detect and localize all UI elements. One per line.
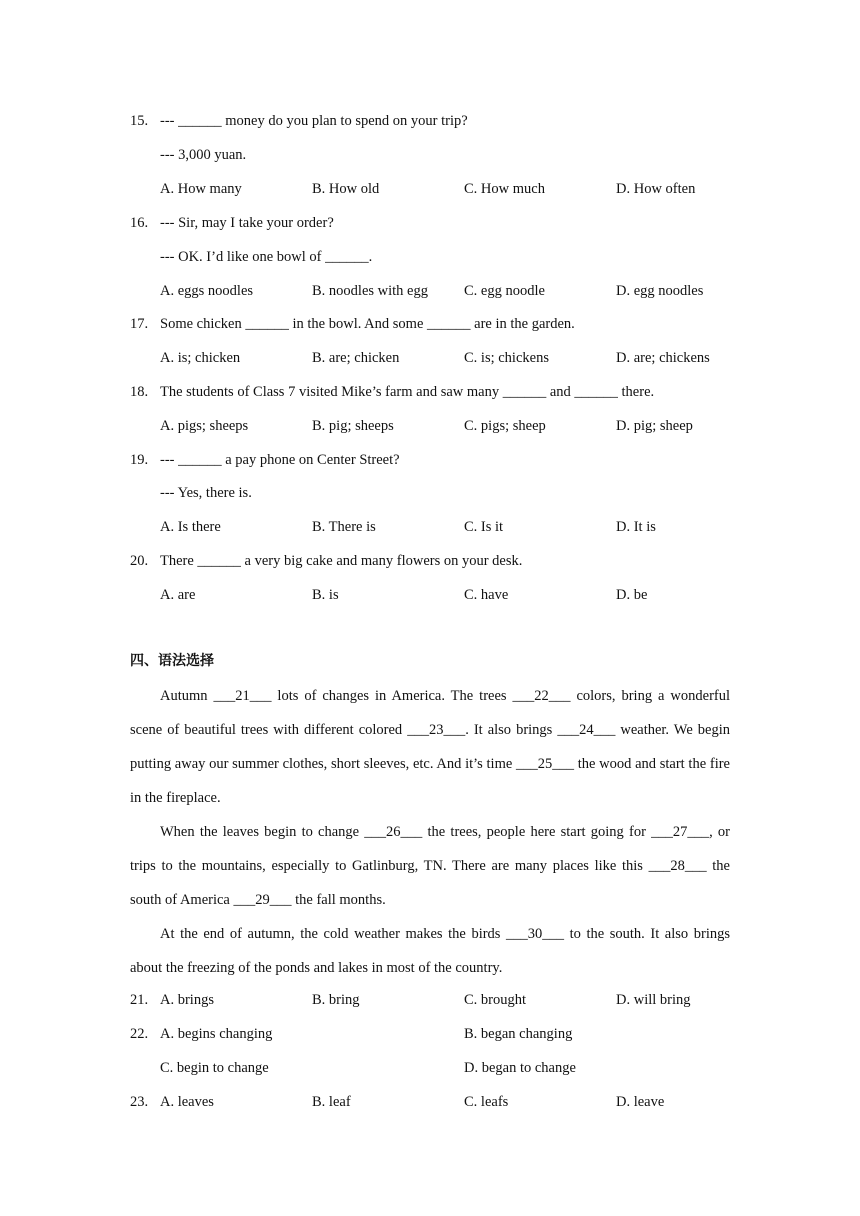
option-b[interactable]: B. pig; sheeps — [312, 418, 394, 434]
option-c[interactable]: C. leafs — [464, 1094, 509, 1110]
option-b[interactable]: B. How old — [312, 181, 380, 197]
option-a[interactable]: A. Is there — [160, 519, 221, 535]
question-20-options — [130, 585, 730, 605]
option-b[interactable]: B. noodles with egg — [312, 283, 428, 299]
question-number: 20. — [130, 553, 149, 569]
question-text: --- ______ a pay phone on Center Street? — [160, 452, 400, 468]
question-18-options — [130, 416, 730, 436]
option-a[interactable]: A. How many — [160, 181, 242, 197]
option-b[interactable]: B. leaf — [312, 1094, 351, 1110]
question-text: --- 3,000 yuan. — [160, 147, 247, 163]
option-d[interactable]: D. How often — [616, 181, 696, 197]
option-a[interactable]: A. begins changing — [160, 1026, 273, 1042]
question-text: --- OK. I’d like one bowl of ______. — [160, 249, 373, 265]
answer-21 — [130, 990, 730, 1010]
option-d[interactable]: D. leave — [616, 1094, 665, 1110]
option-c[interactable]: C. Is it — [464, 519, 504, 535]
passage-paragraph-3: At the end of autumn, the cold weather makes the birds ___30___ to the south. It also brings about the freezing of the ponds and lakes in most of the country. — [130, 926, 730, 976]
question-text: Some chicken ______ in the bowl. And some ______ are in the garden. — [160, 316, 575, 332]
section-title: 四、语法选择 — [130, 653, 214, 669]
option-c[interactable]: C. begin to change — [160, 1060, 269, 1076]
answer-22-line-2 — [130, 1058, 730, 1078]
answer-23 — [130, 1092, 730, 1112]
option-d[interactable]: D. will bring — [616, 992, 691, 1008]
option-c[interactable]: C. have — [464, 587, 509, 603]
option-a[interactable]: A. eggs noodles — [160, 283, 254, 299]
option-d[interactable]: D. pig; sheep — [616, 418, 693, 434]
question-18 — [130, 382, 730, 402]
option-d[interactable]: D. began to change — [464, 1060, 576, 1076]
question-19-options — [130, 517, 730, 537]
passage-paragraph-2: When the leaves begin to change ___26___ the trees, people here start going for ___27___, or trips to the mountains, especially to Gatlinburg, TN. There are many places like this ___28___ the south of America ___29___ the fall months. — [130, 824, 730, 908]
question-16-options — [130, 281, 730, 301]
option-a[interactable]: A. leaves — [160, 1094, 214, 1110]
question-number: 16. — [130, 215, 149, 231]
question-number: 17. — [130, 316, 149, 332]
question-text: --- Sir, may I take your order? — [160, 215, 334, 231]
option-d[interactable]: D. It is — [616, 519, 656, 535]
option-c[interactable]: C. How much — [464, 181, 545, 197]
option-a[interactable]: A. is; chicken — [160, 350, 241, 366]
question-15-line-2 — [130, 145, 730, 165]
option-c[interactable]: C. brought — [464, 992, 527, 1008]
answer-22 — [130, 1024, 730, 1044]
option-c[interactable]: C. is; chickens — [464, 350, 549, 366]
option-a[interactable]: A. brings — [160, 992, 214, 1008]
passage — [130, 679, 730, 985]
question-17-options — [130, 348, 730, 368]
question-19-line-2 — [130, 483, 730, 503]
question-15-options — [130, 179, 730, 199]
question-number: 22. — [130, 1026, 149, 1042]
question-text: --- ______ money do you plan to spend on your trip? — [160, 113, 468, 129]
question-text: There ______ a very big cake and many flowers on your desk. — [160, 553, 523, 569]
option-a[interactable]: A. are — [160, 587, 196, 603]
question-text: --- Yes, there is. — [160, 485, 252, 501]
question-number: 19. — [130, 452, 149, 468]
option-b[interactable]: B. bring — [312, 992, 360, 1008]
question-number: 18. — [130, 384, 149, 400]
option-b[interactable]: B. are; chicken — [312, 350, 400, 366]
option-c[interactable]: C. egg noodle — [464, 283, 545, 299]
question-16 — [130, 213, 730, 233]
option-d[interactable]: D. are; chickens — [616, 350, 710, 366]
question-15 — [130, 111, 730, 131]
option-a[interactable]: A. pigs; sheeps — [160, 418, 249, 434]
question-number: 15. — [130, 113, 149, 129]
option-d[interactable]: D. be — [616, 587, 648, 603]
option-b[interactable]: B. began changing — [464, 1026, 573, 1042]
question-19 — [130, 450, 730, 470]
question-20 — [130, 551, 730, 571]
question-text: The students of Class 7 visited Mike’s farm and saw many ______ and ______ there. — [160, 384, 655, 400]
passage-paragraph-1: Autumn ___21___ lots of changes in America. The trees ___22___ colors, bring a wonderful scene of beautiful trees with different colored ___23___. It also brings ___24___ weather. We begin putting away our summer clothes, short sleeves, etc. And it’s time ___25___ the wood and start the fire in the fireplace. — [130, 688, 730, 806]
option-b[interactable]: B. There is — [312, 519, 376, 535]
question-17 — [130, 314, 730, 334]
question-number: 21. — [130, 992, 149, 1008]
question-16-line-2 — [130, 247, 730, 267]
option-d[interactable]: D. egg noodles — [616, 283, 704, 299]
question-number: 23. — [130, 1094, 149, 1110]
option-b[interactable]: B. is — [312, 587, 339, 603]
option-c[interactable]: C. pigs; sheep — [464, 418, 546, 434]
